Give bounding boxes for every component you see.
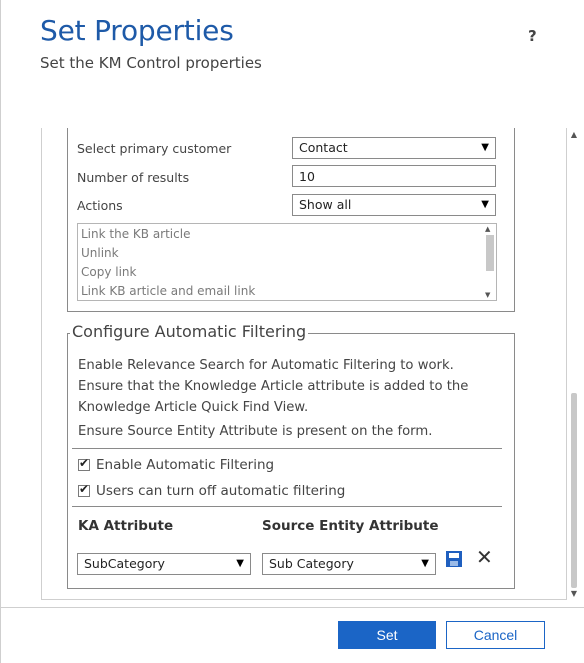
list-item[interactable]: Unlink [81,246,119,260]
footer-divider [0,607,584,608]
source-entity-header: Source Entity Attribute [262,518,439,534]
divider [72,506,502,507]
dialog-title: Set Properties [40,14,234,47]
info-line: Knowledge Article Quick Find View. [78,400,309,415]
actions-value: Show all [299,197,352,212]
info-line: Ensure Source Entity Attribute is present on the form. [78,424,433,439]
chevron-down-icon: ▼ [481,199,489,210]
scroll-thumb[interactable] [571,393,577,588]
scroll-up-icon[interactable]: ▲ [485,225,491,233]
list-item[interactable]: Link the KB article [81,227,191,241]
actions-select[interactable] [292,194,496,216]
listbox-scrollbar[interactable] [482,224,496,300]
info-line: Enable Relevance Search for Automatic Filtering to work. [78,358,454,373]
auto-filter-legend: Configure Automatic Filtering [72,322,307,341]
ka-attribute-header: KA Attribute [78,518,174,534]
list-item[interactable]: Copy link [81,265,137,279]
panel-scrollbar[interactable] [567,128,581,600]
source-entity-value: Sub Category [269,556,354,571]
scroll-up-icon[interactable]: ▲ [570,130,578,139]
cancel-button[interactable]: Cancel [446,621,545,649]
num-results-label: Number of results [77,170,190,185]
divider [72,448,502,449]
primary-customer-label: Select primary customer [77,141,232,156]
help-icon[interactable]: ? [528,27,537,45]
dialog-subtitle: Set the KM Control properties [40,54,262,72]
chevron-down-icon: ▼ [481,142,489,153]
chevron-down-icon: ▼ [236,558,244,569]
scroll-down-icon[interactable]: ▼ [570,589,578,598]
actions-label: Actions [77,198,123,213]
delete-icon[interactable]: ✕ [476,545,493,569]
source-entity-select[interactable] [262,553,436,575]
enable-filtering-checkbox[interactable] [78,459,90,471]
info-line: Ensure that the Knowledge Article attribute is added to the [78,379,469,394]
enable-filtering-label: Enable Automatic Filtering [96,457,275,473]
scroll-down-icon[interactable]: ▼ [485,291,491,299]
ka-attribute-select[interactable] [77,553,251,575]
primary-customer-select[interactable] [292,137,496,159]
actions-listbox[interactable] [77,223,497,301]
set-button[interactable]: Set [338,621,436,649]
primary-customer-value: Contact [299,140,348,155]
ka-attribute-value: SubCategory [84,556,165,571]
users-turn-off-label: Users can turn off automatic filtering [96,483,346,499]
listbox-scroll-thumb[interactable] [486,235,494,271]
save-icon[interactable] [446,551,462,567]
num-results-input[interactable] [292,165,496,187]
users-turn-off-checkbox[interactable] [78,485,90,497]
list-item[interactable]: Link KB article and email link [81,284,256,298]
window-edge [0,0,1,663]
chevron-down-icon: ▼ [421,558,429,569]
